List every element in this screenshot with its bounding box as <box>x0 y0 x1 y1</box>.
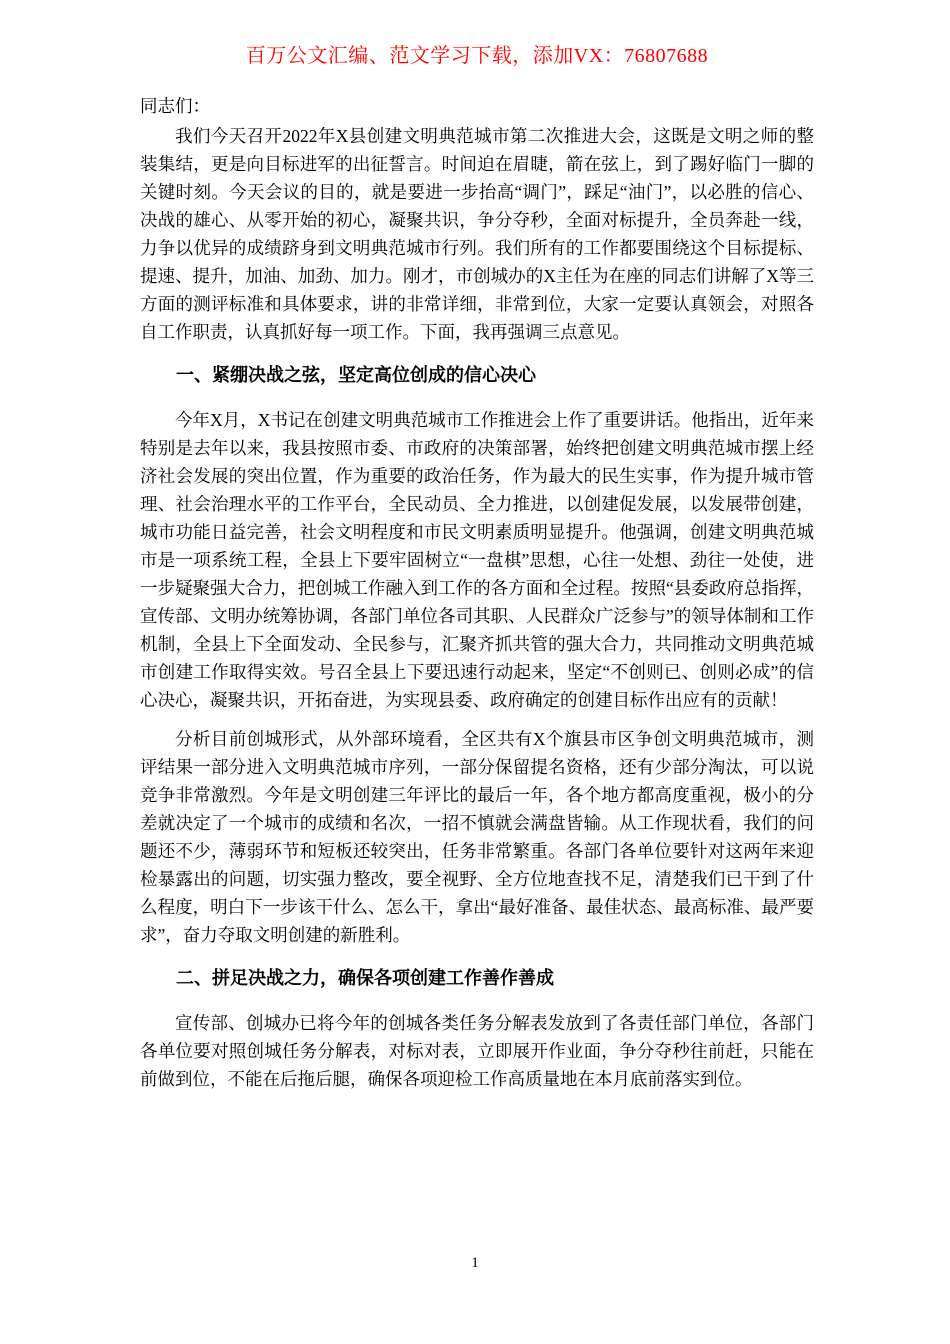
document-content <box>140 92 814 1093</box>
page-number: 1 <box>471 1255 479 1271</box>
salutation: 同志们： <box>140 96 210 116</box>
paragraph-section1-b: 分析目前创城形式，从外部环境看，全区共有X个旗县市区争创文明典范城市，测评结果一部分进入文明典范城市序列，一部分保留提名资格，还有少部分淘汰，可以说竞争非常激烈。今年是文明创建三年评比的最后一年，各个地方都高度重视，极小的分差就决定了一个城市的成绩和名次，一招不慎就会满盘皆输。从工作现状看，我们的问题还不少，薄弱环节和短板还较突出，任务非常繁重。各部门各单位要针对这两年来迎检暴露出的问题，切实强力整改，要全视野、全方位地查找不足，清楚我们已干到了什么程度，明白下一步该干什么、怎么干，拿出“最好准备、最佳状态、最高标准、最严要求”，奋力夺取文明创建的新胜利。 <box>140 729 814 945</box>
page-footer <box>0 1254 950 1272</box>
section-heading-1: 一、紧绷决战之弦，坚定高位创成的信心决心 <box>176 365 536 386</box>
promo-banner <box>140 42 814 70</box>
promo-banner-text: 百万公文汇编、范文学习下载，添加VX：76807688 <box>245 45 709 67</box>
paragraph-section2-a: 宣传部、创城办已将今年的创城各类任务分解表发放到了各责任部门单位，各部门各单位要对照创城任务分解表，对标对表，立即展开作业面，争分夺秒往前赶，只能在前做到位，不能在后拖后腿，确保各项迎检工作高质量地在本月底前落实到位。 <box>140 1013 814 1089</box>
paragraph-intro: 我们今天召开2022年X县创建文明典范城市第二次推进大会，这既是文明之师的整装集结，更是向目标进军的出征誓言。时间迫在眉睫，箭在弦上，到了踢好临门一脚的关键时刻。今天会议的目的，就是要进一步抬高“调门”，踩足“油门”，以必胜的信心、决战的雄心、从零开始的初心，凝聚共识，争分夺秒，全面对标提升，全员奔赴一线，力争以优异的成绩跻身到文明典范城市行列。我们所有的工作都要围绕这个目标提标、提速、提升，加油、加劲、加力。刚才，市创城办的X主任为在座的同志们讲解了X等三方面的测评标准和具体要求，讲的非常详细，非常到位，大家一定要认真领会，对照各自工作职责，认真抓好每一项工作。下面，我再强调三点意见。 <box>140 126 814 342</box>
paragraph-section1-a: 今年X月，X书记在创建文明典范城市工作推进会上作了重要讲话。他指出，近年来特别是去年以来，我县按照市委、市政府的决策部署，始终把创建文明典范城市摆上经济社会发展的突出位置，作为重要的政治任务，作为最大的民生实事，作为提升城市管理、社会治理水平的工作平台，全民动员、全力推进，以创建促发展，以发展带创建，城市功能日益完善，社会文明程度和市民文明素质明显提升。他强调，创建文明典范城市是一项系统工程，全县上下要牢固树立“一盘棋”思想，心往一处想、劲往一处使，进一步疑聚强大合力，把创城工作融入到工作的各方面和全过程。按照“县委政府总指挥，宣传部、文明办统筹协调，各部门单位各司其职、人民群众广泛参与”的领导体制和工作机制，全县上下全面发动、全民参与，汇聚齐抓共管的强大合力，共同推动文明典范城市创建工作取得实效。号召全县上下要迅速行动起来，坚定“不创则已、创则必成”的信心决心，凝聚共识，开拓奋进，为实现县委、政府确定的创建目标作出应有的贡献！ <box>140 410 814 710</box>
section-heading-2: 二、拼足决战之力，确保各项创建工作善作善成 <box>176 968 554 989</box>
